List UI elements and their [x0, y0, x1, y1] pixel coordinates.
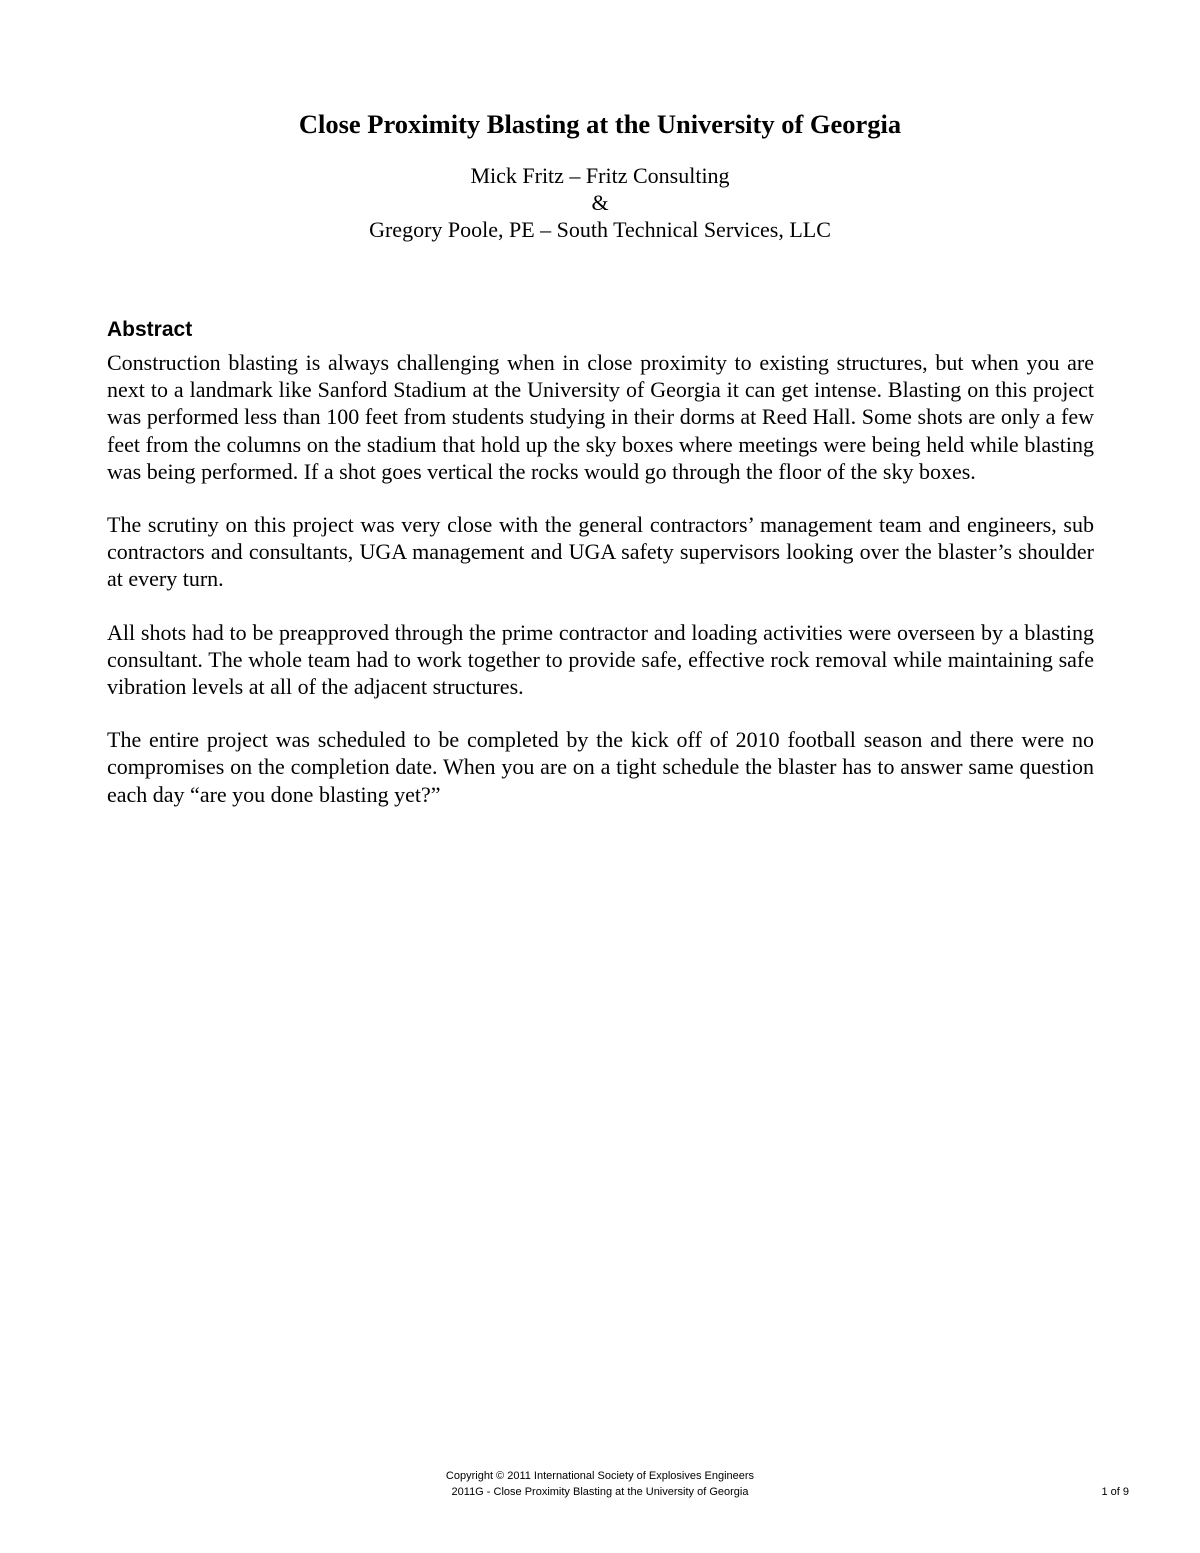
author-block — [0, 162, 1200, 243]
author-line-1: Mick Fritz – Fritz Consulting — [470, 163, 730, 188]
paper-title: Close Proximity Blasting at the University of Georgia — [298, 109, 902, 139]
abstract-paragraph-2: The scrutiny on this project was very close with the general contractors’ management team and engineers, sub contractors and consultants, UGA management and UGA safety supervisors looking over the blaster’s shoulder at every turn. — [107, 512, 1094, 592]
footer-document-title: 2011G - Close Proximity Blasting at the University of Georgia — [451, 1486, 749, 1498]
author-line-2: Gregory Poole, PE – South Technical Services, LLC — [369, 217, 831, 242]
abstract-body — [107, 349, 1094, 834]
page-footer — [0, 1468, 1200, 1500]
abstract-heading: Abstract — [107, 318, 193, 341]
footer-page-number: 1 of 9 — [1101, 1486, 1129, 1498]
abstract-paragraph-3: All shots had to be preapproved through the prime contractor and loading activities were overseen by a blasting consultant. The whole team had to work together to provide safe, effective rock removal while maintaining safe vibration levels at all of the adjacent structures. — [107, 619, 1094, 700]
footer-copyright: Copyright © 2011 International Society of Explosives Engineers — [445, 1470, 755, 1482]
abstract-paragraph-1: Construction blasting is always challenging when in close proximity to existing structures, but when you are next to a landmark like Sanford Stadium at the University of Georgia it can get intense. Blasting on this project was performed less than 100 feet from students studying in their dorms at Reed Hall. Some shots are only a few feet from the columns on the stadium that hold up the sky boxes where meetings were being held while blasting was being performed. If a shot goes vertical the rocks would go through the floor of the sky boxes. — [107, 350, 1094, 484]
abstract-paragraph-4: The entire project was scheduled to be completed by the kick off of 2010 football season and there were no compromises on the completion date. When you are on a tight schedule the blaster has to answer same question each day “are you done blasting yet?” — [107, 727, 1094, 807]
author-separator: & — [591, 190, 609, 215]
footer-line-2 — [0, 1484, 1200, 1500]
